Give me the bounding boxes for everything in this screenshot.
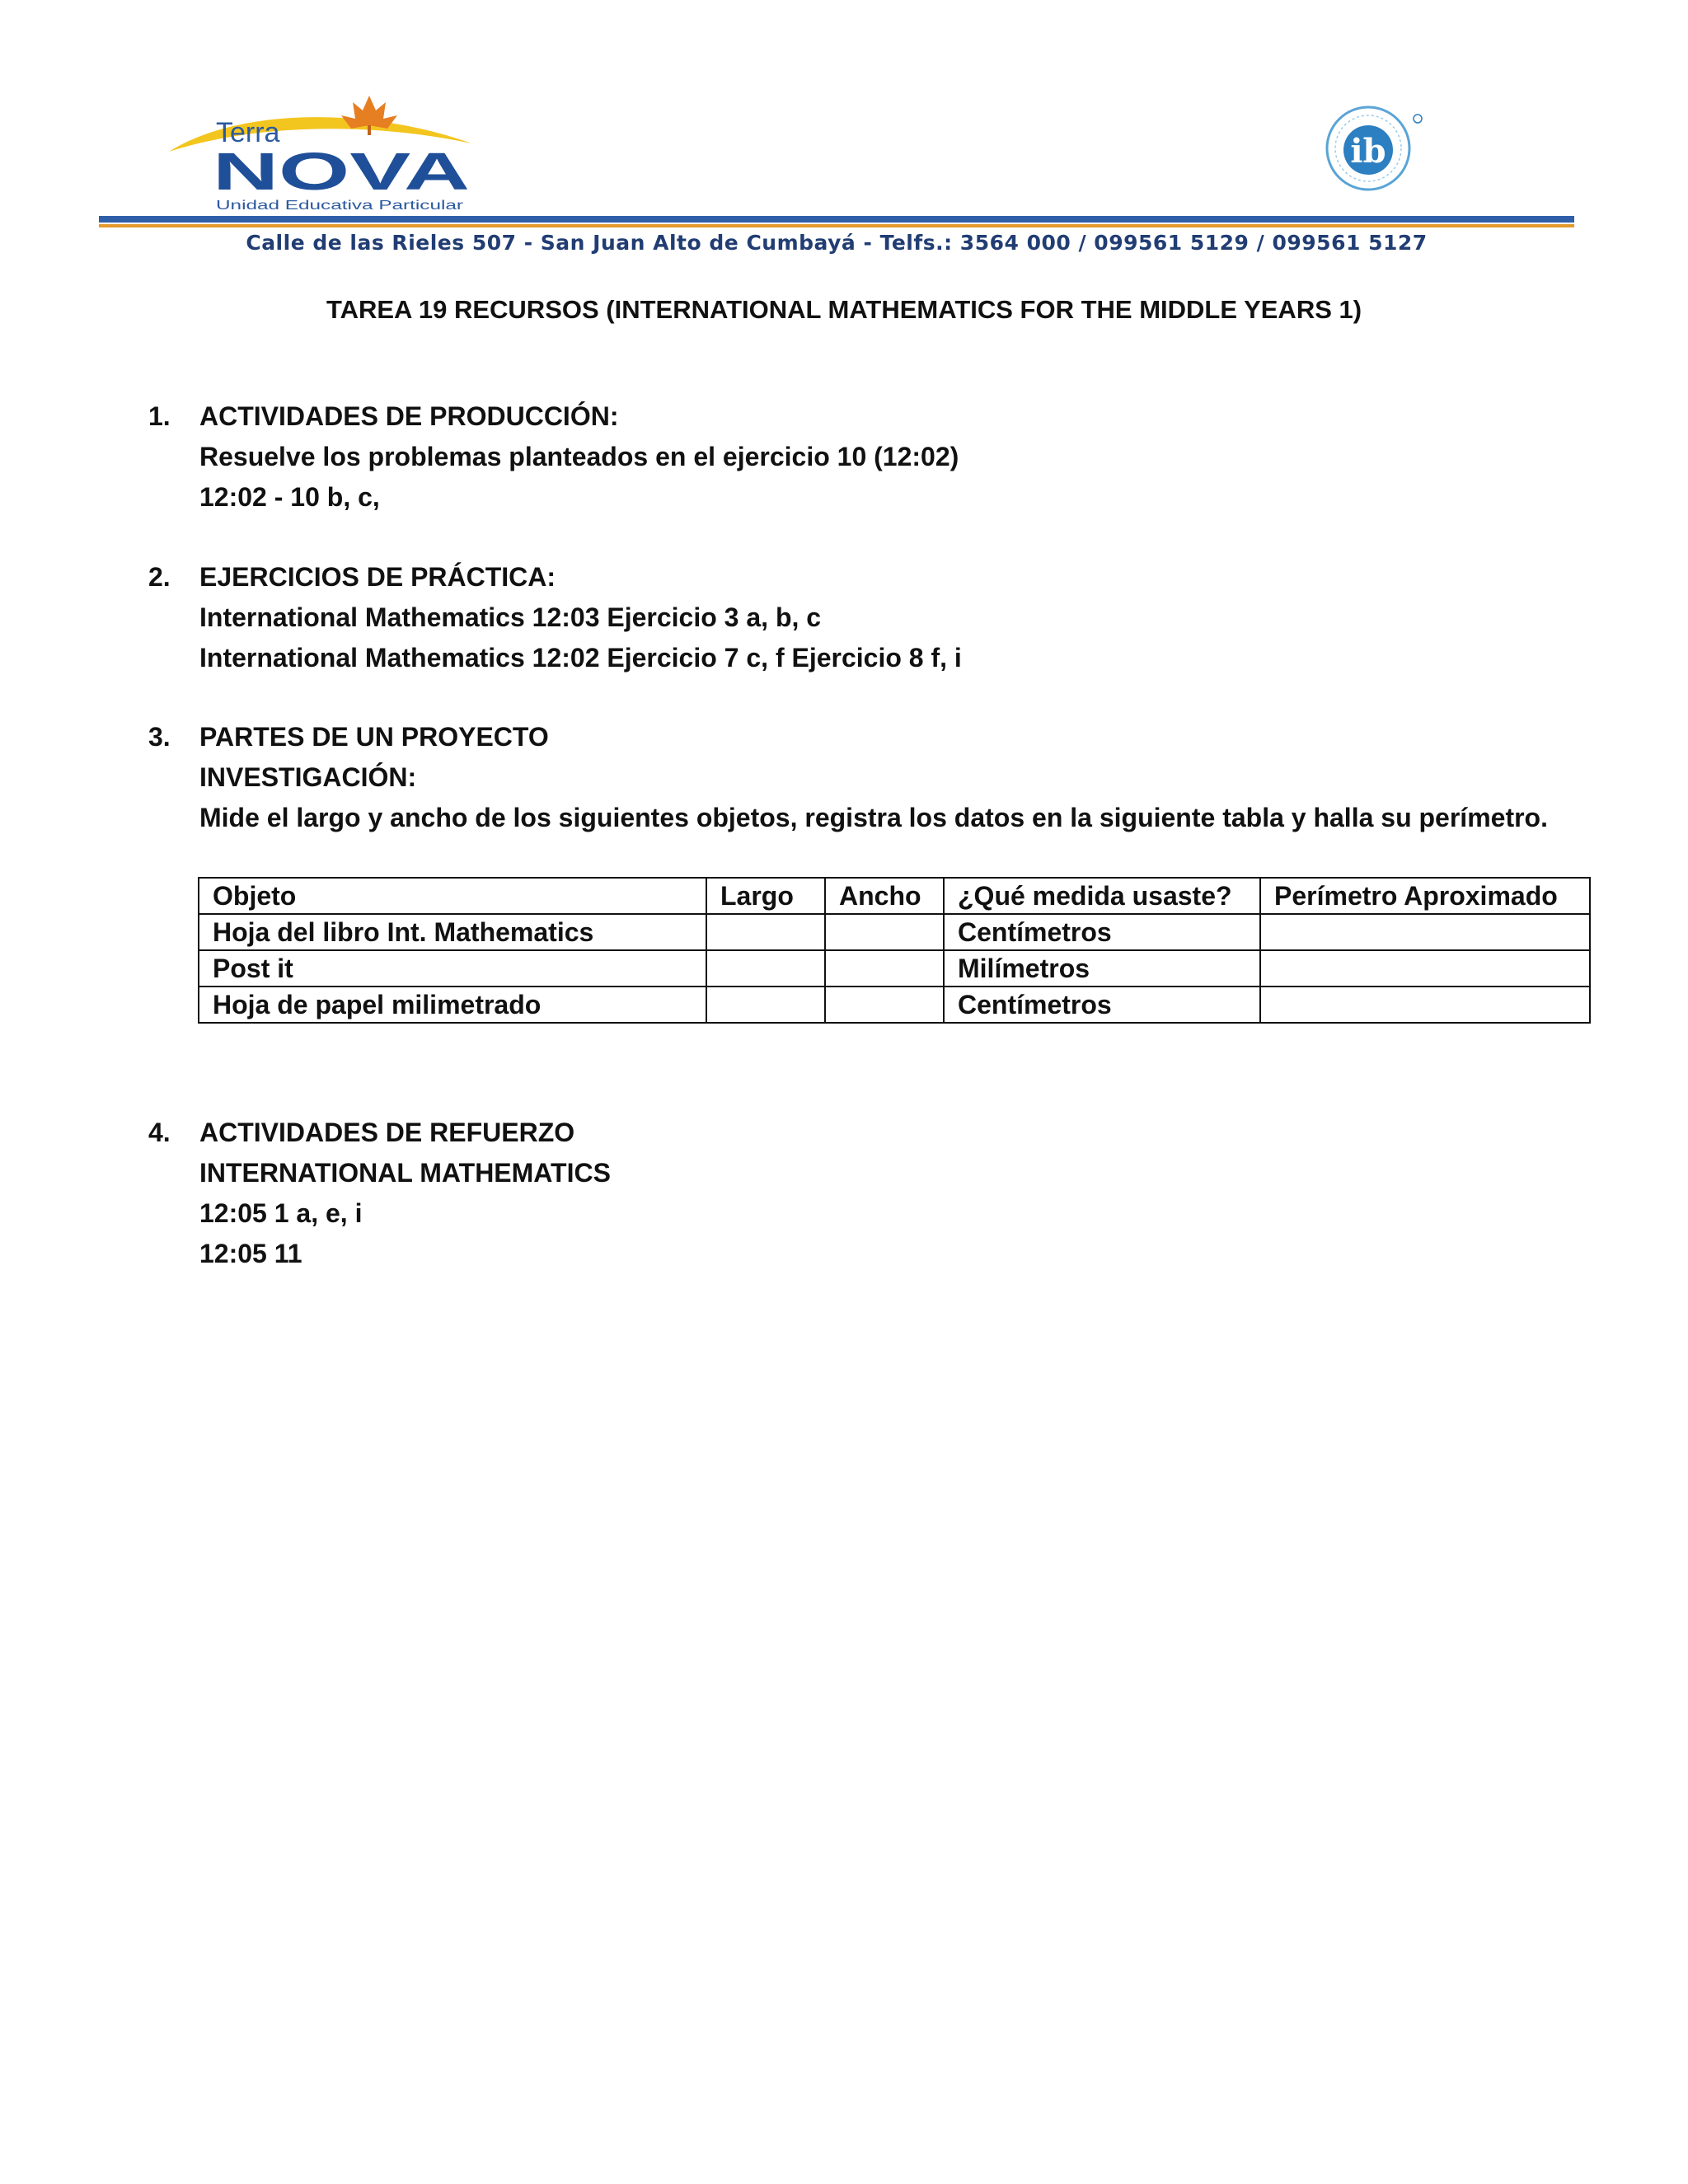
section-subheading: INVESTIGACIÓN:	[199, 762, 417, 792]
terra-nova-logo	[165, 92, 478, 216]
measurement-table	[198, 877, 1591, 1024]
table-header-row	[199, 878, 1590, 914]
column-header-medida: ¿Qué medida usaste?	[944, 878, 1260, 914]
column-header-largo: Largo	[706, 878, 825, 914]
section-line: International Mathematics 12:03 Ejercicio 3 a, b, c	[199, 602, 822, 632]
column-header-ancho: Ancho	[825, 878, 944, 914]
table-cell-largo	[706, 987, 825, 1023]
table-row	[199, 987, 1590, 1023]
school-address: Calle de las Rieles 507 - San Juan Alto de Cumbayá - Telfs.: 3564 000 / 099561 5129 / 099561 5127	[246, 231, 1428, 255]
section-subheading: INTERNATIONAL MATHEMATICS	[199, 1158, 611, 1188]
table-cell-largo	[706, 950, 825, 987]
table-cell-objeto: Hoja del libro Int. Mathematics	[199, 914, 706, 950]
section-heading: ACTIVIDADES DE REFUERZO	[199, 1118, 575, 1147]
table-row	[199, 950, 1590, 987]
section-line: Mide el largo y ancho de los siguientes objetos, registra los datos en la siguiente tabla y halla su perímetro.	[199, 803, 1548, 832]
table-row	[199, 914, 1590, 950]
column-header-objeto: Objeto	[199, 878, 706, 914]
table-cell-medida: Centímetros	[944, 914, 1260, 950]
ib-logo	[1304, 104, 1444, 194]
terra-nova-logo-word-main: NOVA	[213, 142, 470, 201]
table-cell-ancho	[825, 987, 944, 1023]
letterhead	[0, 0, 1688, 272]
section-line: International Mathematics 12:02 Ejercicio 7 c, f Ejercicio 8 f, i	[199, 643, 962, 673]
table-cell-medida: Centímetros	[944, 987, 1260, 1023]
section-number: 3.	[148, 722, 171, 752]
section-heading: EJERCICIOS DE PRÁCTICA:	[199, 562, 556, 592]
table-cell-perimetro	[1260, 914, 1590, 950]
header-rule-blue	[99, 216, 1574, 223]
table-cell-objeto: Hoja de papel milimetrado	[199, 987, 706, 1023]
ib-logo-mark: ib	[1350, 132, 1386, 171]
column-header-perimetro: Perímetro Aproximado	[1260, 878, 1590, 914]
table-cell-perimetro	[1260, 950, 1590, 987]
terra-nova-logo-word-top: Terra	[216, 117, 280, 148]
section-line: 12:05 1 a, e, i	[199, 1198, 363, 1228]
section-number: 4.	[148, 1118, 171, 1147]
table-cell-ancho	[825, 950, 944, 987]
section-heading: PARTES DE UN PROYECTO	[199, 722, 549, 752]
table-cell-largo	[706, 914, 825, 950]
page-title: TAREA 19 RECURSOS (INTERNATIONAL MATHEMATICS FOR THE MIDDLE YEARS 1)	[326, 295, 1362, 324]
section-number: 1.	[148, 401, 171, 431]
table-cell-perimetro	[1260, 987, 1590, 1023]
section-line: 12:05 11	[199, 1239, 302, 1268]
section-heading: ACTIVIDADES DE PRODUCCIÓN:	[199, 401, 619, 431]
section-line: 12:02 - 10 b, c,	[199, 482, 380, 512]
table-cell-objeto: Post it	[199, 950, 706, 987]
terra-nova-logo-subtitle: Unidad Educativa Particular	[216, 199, 465, 213]
section-number: 2.	[148, 562, 171, 592]
table-cell-medida: Milímetros	[944, 950, 1260, 987]
header-rule-orange	[99, 224, 1574, 227]
section-line: Resuelve los problemas planteados en el ejercicio 10 (12:02)	[199, 442, 959, 471]
table-cell-ancho	[825, 914, 944, 950]
